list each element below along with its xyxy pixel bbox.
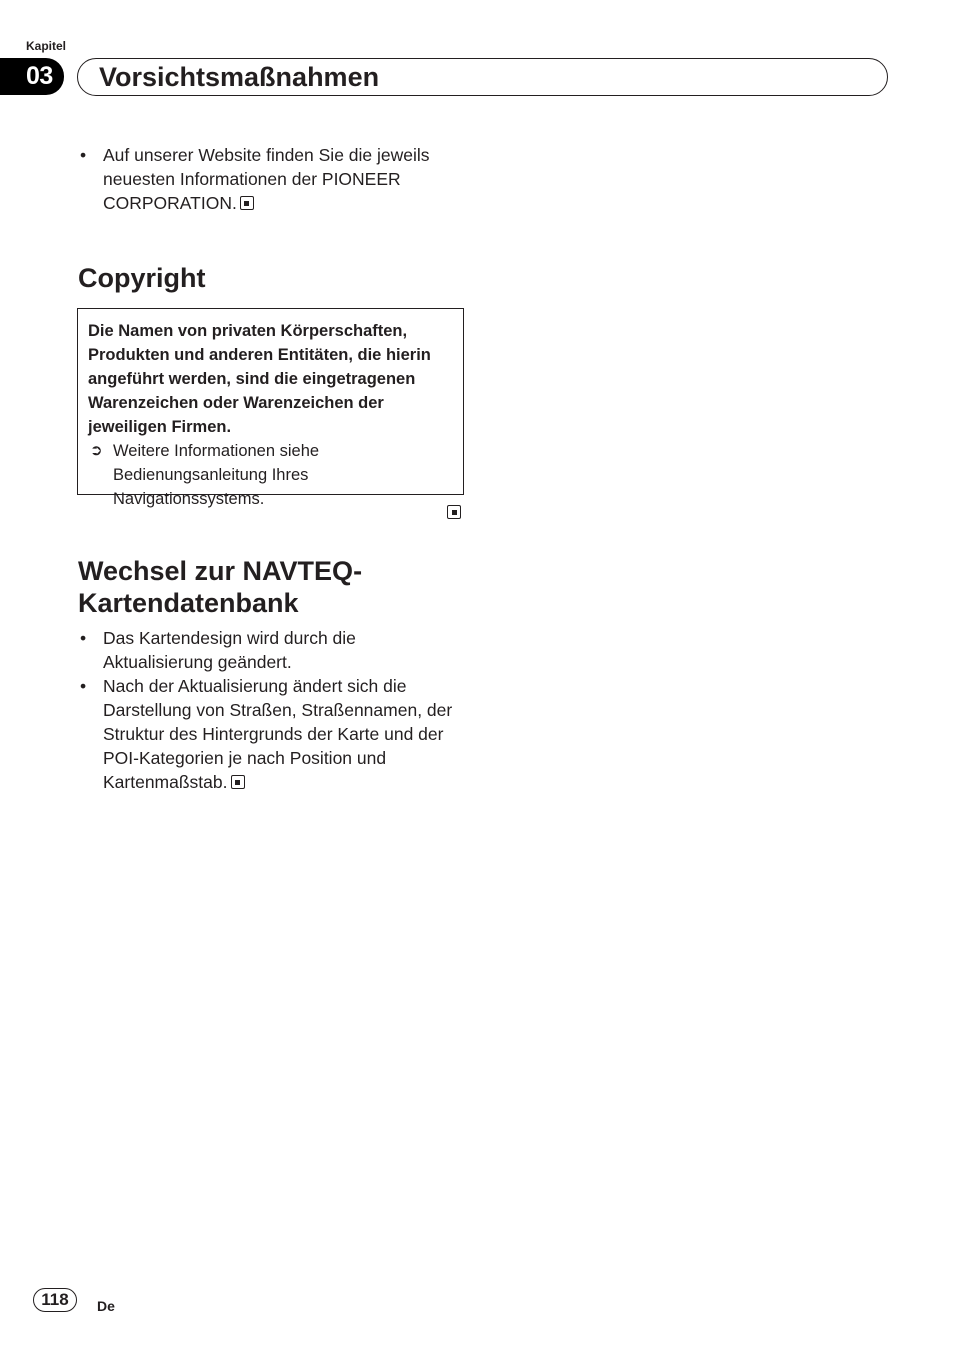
reference-text: Weitere Informationen siehe Bedienungsanleitung Ihres Navigationssystems.	[113, 442, 320, 508]
chapter-label: Kapitel	[26, 39, 67, 53]
bullet-icon: •	[80, 676, 87, 696]
reference-note	[88, 439, 453, 511]
chapter-number-badge: 03	[0, 58, 64, 95]
end-of-section-icon	[240, 196, 254, 210]
list-item	[78, 674, 468, 794]
intro-bullet-list	[78, 143, 468, 215]
copyright-heading: Copyright	[78, 263, 206, 293]
bullet-icon: •	[80, 145, 87, 165]
chapter-title: Vorsichtsmaßnahmen	[99, 62, 380, 92]
navteq-heading	[78, 555, 478, 619]
end-of-section-icon	[447, 505, 461, 519]
language-code: De	[97, 1298, 115, 1314]
navteq-heading-line1: Wechsel zur NAVTEQ-	[78, 556, 363, 586]
bullet-icon: •	[80, 628, 87, 648]
reference-arrow-icon: ➲	[90, 442, 103, 459]
end-of-section-icon	[231, 775, 245, 789]
navteq-bullet-list	[78, 626, 468, 794]
bullet-text: Auf unserer Website finden Sie die jeweils neuesten Informationen der PIONEER CORPORATION.	[103, 145, 430, 213]
page-number: 118	[33, 1288, 77, 1312]
copyright-note-text: Die Namen von privaten Körperschaften, Produkten und anderen Entitäten, die hierin angeführt werden, sind die eingetragenen Warenzeichen oder Warenzeichen der jeweiligen Firmen.	[88, 322, 431, 436]
navteq-heading-line2: Kartendatenbank	[78, 588, 299, 618]
copyright-note-box	[77, 308, 464, 508]
bullet-text: Das Kartendesign wird durch die Aktualisierung geändert.	[103, 628, 356, 672]
list-item	[78, 143, 468, 215]
list-item	[78, 626, 468, 674]
bullet-text: Nach der Aktualisierung ändert sich die Darstellung von Straßen, Straßennamen, der Struktur des Hintergrunds der Karte und der POI-Kategorien je nach Position und Kartenmaßstab.	[103, 676, 453, 792]
copyright-end-mark	[447, 505, 461, 523]
